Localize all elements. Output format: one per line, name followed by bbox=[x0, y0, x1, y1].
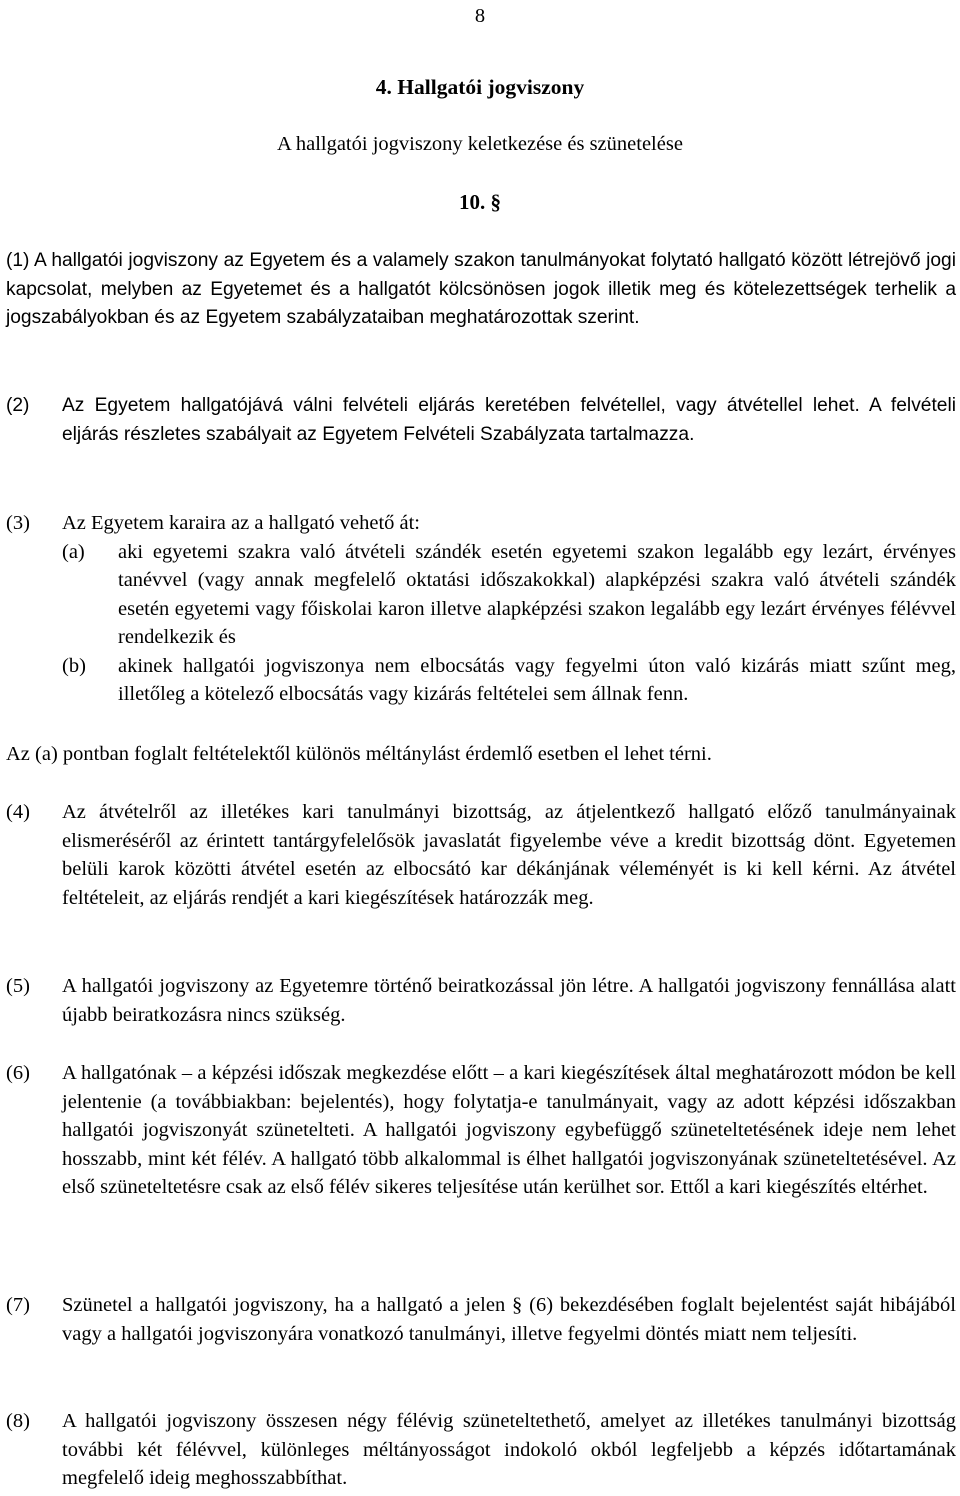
paragraph-6 bbox=[6, 1059, 956, 1202]
section-subtitle: A hallgatói jogviszony keletkezése és szünetelése bbox=[277, 133, 683, 155]
list-item-text: aki egyetemi szakra való átvételi szándék esetén egyetemi szakon legalább egy lezárt, érvényes tanévvel (vagy annak megfelelő oktatási időszakokkal) alapképzési szakra való átvételi szándék esetén egyetemi vagy főiskolai karon illetve alapképzési szakon legalább egy lezárt érvényes félévvel rendelkezik és bbox=[118, 540, 956, 648]
list-item-text: akinek hallgatói jogviszonya nem elbocsátás vagy fegyelmi úton való kizárás miatt szűnt meg, illetőleg a kötelező elbocsátás vagy kizárás feltételei sem állnak fenn. bbox=[118, 654, 956, 705]
list-item bbox=[62, 538, 956, 652]
paragraph-text: Az átvételről az illetékes kari tanulmányi bizottság, az átjelentkező hallgató előző tanulmányainak elismeréséről az érintett tantárgyfelelősök javaslatát figyelembe véve a kredit bizottság dönt. Egyetemen belüli karok közötti átvétel esetén az elbocsátó kar dékánjának véleményét is ki kell kérni. Az átvétel feltételeit, az eljárás rendjét a kari kiegészítések határozzák meg. bbox=[62, 801, 956, 909]
paragraph-number: (4) bbox=[6, 801, 30, 823]
paragraph-text: A hallgatói jogviszony az Egyetemre történő beiratkozással jön létre. A hallgatói jogviszony fennállása alatt újabb beiratkozásra nincs szükség. bbox=[62, 975, 956, 1026]
paragraph-4 bbox=[6, 798, 956, 912]
paragraph-number: (8) bbox=[6, 1410, 30, 1432]
paragraph-text: Az Egyetem karaira az a hallgató vehető át: bbox=[62, 512, 420, 534]
paragraph-text: Szünetel a hallgatói jogviszony, ha a hallgató a jelen § (6) bekezdésében foglalt bejelentést saját hibájából vagy a hallgatói jogviszonyára vonatkozó tanulmányi, illetve fegyelmi döntés miatt nem teljesíti. bbox=[62, 1294, 956, 1345]
paragraph-number: (6) bbox=[6, 1062, 30, 1084]
paragraph-3 bbox=[6, 509, 956, 709]
chapter-title: 4. Hallgatói jogviszony bbox=[375, 75, 585, 99]
paragraph-8 bbox=[6, 1407, 956, 1493]
list-item-letter: (a) bbox=[62, 540, 85, 563]
paragraph-7 bbox=[6, 1291, 956, 1348]
paragraph-number: (3) bbox=[6, 512, 30, 534]
paragraph-1: (1) A hallgatói jogviszony az Egyetem és a valamely szakon tanulmányokat folytató hallgató között létrejövő jogi kapcsolat, melyben az Egyetemet és a hallgatót kölcsönösen jogok illetik meg és kötelezettségek terhelik a jogszabályokban és az Egyetem szabályzataiban meghatározottak szerint. bbox=[6, 250, 956, 328]
paragraph-number: (2) bbox=[6, 395, 30, 416]
paragraph-5 bbox=[6, 972, 956, 1029]
list-item bbox=[62, 652, 956, 709]
note-a: Az (a) pontban foglalt feltételektől különös méltánylást érdemlő esetben el lehet térni. bbox=[6, 743, 712, 765]
page-number: 8 bbox=[474, 5, 486, 27]
paragraph-text: A hallgatói jogviszony összesen négy félévig szüneteltethető, amelyet az illetékes tanulmányi bizottság további két félévvel, különleges méltányosságot indokoló okból legfeljebb a képzés időtartamának megfelelő ideig meghosszabbíthat. bbox=[62, 1410, 956, 1489]
paragraph-number: (7) bbox=[6, 1294, 30, 1316]
paragraph-number: (5) bbox=[6, 975, 30, 997]
section-number: 10. § bbox=[459, 190, 501, 214]
paragraph-2 bbox=[6, 392, 956, 449]
paragraph-text: A hallgatónak – a képzési időszak megkezdése előtt – a kari kiegészítések által meghatározott módon be kell jelentenie (a továbbiakban: bejelentés), hogy folytatja-e tanulmányait, vagy az adott képzési időszakban hallgatói jogviszonyát szünetelteti. A hallgatói jogviszony egybefüggő szüneteltetésének ideje nem lehet hosszabb, mint két félév. A hallgató több alkalommal is élhet hallgatói jogviszonyának szüneteltetésével. Az első szüneteltetésre csak az első félév sikeres teljesítése után kerülhet sor. Ettől a kari kiegészítés eltérhet. bbox=[62, 1062, 956, 1198]
paragraph-text: Az Egyetem hallgatójává válni felvételi eljárás keretében felvétellel, vagy átvétellel lehet. A felvételi eljárás részletes szabályait az Egyetem Felvételi Szabályzata tartalmazza. bbox=[62, 395, 956, 445]
list-item-letter: (b) bbox=[62, 654, 86, 677]
